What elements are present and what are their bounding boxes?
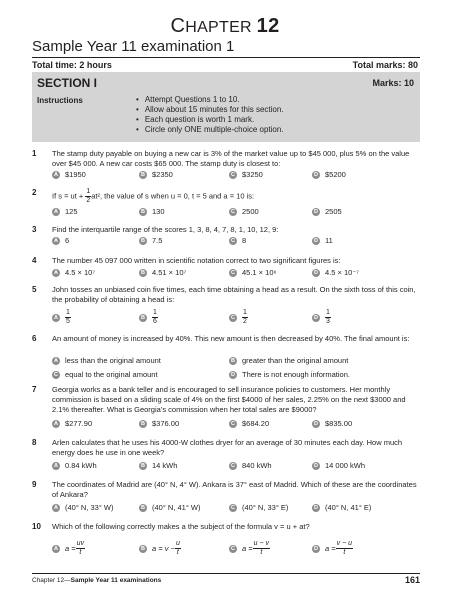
option-a[interactable]: A less than the original amount xyxy=(54,356,161,365)
option-letter-a: A xyxy=(52,171,60,179)
instruction-item: • Each question is worth 1 mark. xyxy=(136,115,284,125)
question-2 xyxy=(32,188,424,222)
question-text: The coordinates of Madrid are (40° N, 4° W). Ankara is 37° east of Madrid. Which of these are the coordinates of Ankara? xyxy=(52,480,417,499)
fraction: $\frac{1}{5}$ xyxy=(66,309,70,325)
option-d[interactable] xyxy=(312,309,331,326)
question-number: 9 xyxy=(32,480,37,489)
option-letter-a: A xyxy=(52,504,60,512)
instructions-list xyxy=(136,95,284,135)
option-letter-d: D xyxy=(312,269,320,277)
option-c[interactable]: C (40° N, 33° E) xyxy=(231,503,289,512)
chapter-heading xyxy=(0,15,450,38)
option-letter-a: A xyxy=(52,314,60,322)
section-title: SECTION I xyxy=(37,76,98,90)
option-a[interactable]: A a = $\frac{uv}{t}$ xyxy=(54,540,85,556)
question-6 xyxy=(32,334,424,378)
total-time: Total time: 2 hours xyxy=(32,60,112,70)
option-letter-c: C xyxy=(229,504,237,512)
option-c[interactable]: C 45.1 × 10⁶ xyxy=(231,268,277,277)
question-8 xyxy=(32,438,424,474)
option-letter-d: D xyxy=(312,208,320,216)
option-letter-d: D xyxy=(312,504,320,512)
instructions-label: Instructions xyxy=(37,96,83,105)
option-letter-a: A xyxy=(52,208,60,216)
option-d[interactable]: D 11 xyxy=(314,236,333,245)
option-b[interactable]: B $2350 xyxy=(141,170,173,179)
option-letter-a: A xyxy=(52,357,60,365)
question-10 xyxy=(32,522,424,566)
question-text: If s = ut + $\frac{1}{2}$ at², the value of s when u = 0, t = 5 and a = 10 is: xyxy=(52,188,255,204)
question-text: The stamp duty payable on buying a new car is 3% of the market value up to $45 000, plus 5% on the value over $45 000. A new car costs $65 000. The stamp duty is closest to: xyxy=(52,149,410,168)
question-number: 5 xyxy=(32,285,37,294)
footer-divider xyxy=(32,573,420,574)
question-number: 4 xyxy=(32,256,37,265)
option-d[interactable]: D 2505 xyxy=(314,207,342,216)
question-text: The number 45 097 000 written in scientific notation correct to two significant figures is: xyxy=(52,256,341,265)
question-text: Georgia works as a bank teller and is encouraged to sell insurance policies to customers. Her monthly commission is based on a sliding scale of 4% on the first $4000 of her sales, 2.25% on the next $3000 and 2.1% thereafter. What is Georgia’s commission when her total sales are $9000? xyxy=(52,385,406,414)
page-title: Sample Year 11 examination 1 xyxy=(32,38,235,55)
option-a[interactable] xyxy=(52,309,71,326)
option-d[interactable]: D $835.00 xyxy=(314,419,353,428)
fraction: $\frac{u - v}{t}$ xyxy=(253,540,270,556)
option-letter-d: D xyxy=(312,237,320,245)
option-c[interactable]: C a = $\frac{u - v}{t}$ xyxy=(231,540,270,556)
question-text: Find the interquartile range of the scores 1, 3, 8, 4, 7, 8, 1, 10, 12, 9: xyxy=(52,225,279,234)
option-letter-d: D xyxy=(312,314,320,322)
option-a[interactable]: A 4.5 × 10⁷ xyxy=(54,268,96,277)
option-letter-d: D xyxy=(312,545,320,553)
option-b[interactable]: B 14 kWh xyxy=(141,461,178,470)
option-letter-d: D xyxy=(312,171,320,179)
chapter-number: 12 xyxy=(256,15,280,37)
option-d[interactable]: D There is not enough information. xyxy=(231,370,350,379)
option-letter-b: B xyxy=(139,208,147,216)
option-letter-c: C xyxy=(229,462,237,470)
option-a[interactable]: A $1950 xyxy=(54,170,86,179)
option-a[interactable]: A 0.84 kWh xyxy=(54,461,97,470)
question-number: 1 xyxy=(32,149,37,158)
section-box xyxy=(32,72,420,142)
option-b[interactable]: B 7.5 xyxy=(141,236,163,245)
question-7 xyxy=(32,385,424,431)
option-c[interactable]: C $3250 xyxy=(231,170,263,179)
page-number: 161 xyxy=(404,575,420,585)
fraction: $\frac{uv}{t}$ xyxy=(76,540,85,556)
option-letter-a: A xyxy=(52,420,60,428)
option-letter-c: C xyxy=(229,420,237,428)
option-letter-b: B xyxy=(139,269,147,277)
option-letter-a: A xyxy=(52,545,60,553)
option-c[interactable]: C equal to the original amount xyxy=(54,370,158,379)
fraction: $\frac{1}{3}$ xyxy=(326,309,330,325)
question-number: 10 xyxy=(32,522,41,531)
question-text: An amount of money is increased by 40%. This new amount is then decreased by 40%. The final amount is: xyxy=(52,334,410,343)
option-letter-a: A xyxy=(52,269,60,277)
title-divider xyxy=(32,57,420,58)
option-letter-b: B xyxy=(139,237,147,245)
option-letter-c: C xyxy=(229,171,237,179)
option-letter-c: C xyxy=(229,545,237,553)
option-letter-a: A xyxy=(52,237,60,245)
total-marks: Total marks: 80 xyxy=(352,60,418,70)
question-text: Arlen calculates that he uses his 4000-W clothes dryer for an average of 30 minutes each day. How much energy does he use in one week? xyxy=(52,438,403,457)
option-letter-b: B xyxy=(139,504,147,512)
option-letter-d: D xyxy=(312,420,320,428)
option-letter-b: B xyxy=(139,545,147,553)
option-b[interactable]: B (40° N, 41° W) xyxy=(141,503,201,512)
option-letter-d: D xyxy=(229,371,237,379)
option-b[interactable]: B 4.51 × 10⁷ xyxy=(141,268,187,277)
question-text: John tosses an unbiased coin five times, each time obtaining a head as a result. On the sixth toss of this coin, the probability of obtaining a head is: xyxy=(52,285,416,304)
instruction-item: • Attempt Questions 1 to 10. xyxy=(136,95,284,105)
option-letter-b: B xyxy=(139,314,147,322)
option-letter-a: A xyxy=(52,462,60,470)
fraction: $\frac{1}{6}$ xyxy=(153,309,157,325)
fraction: $\frac{v - u}{t}$ xyxy=(336,540,353,556)
option-letter-d: D xyxy=(312,462,320,470)
chapter-word-initial: C xyxy=(170,15,186,37)
footer-running-title: Chapter 12—Sample Year 11 examinations xyxy=(32,577,162,584)
question-5 xyxy=(32,285,424,331)
option-a[interactable]: A (40° N, 33° W) xyxy=(54,503,114,512)
question-number: 2 xyxy=(32,188,37,197)
question-9 xyxy=(32,480,424,516)
option-c[interactable]: C $684.20 xyxy=(231,419,270,428)
option-a[interactable]: A 6 xyxy=(54,236,70,245)
option-c[interactable]: C 840 kWh xyxy=(231,461,272,470)
question-1 xyxy=(32,149,424,183)
option-letter-c: C xyxy=(52,371,60,379)
question-number: 3 xyxy=(32,225,37,234)
option-c[interactable]: C 8 xyxy=(231,236,247,245)
option-letter-b: B xyxy=(139,462,147,470)
option-b[interactable]: B $376.00 xyxy=(141,419,180,428)
option-letter-b: B xyxy=(229,357,237,365)
option-d[interactable]: D a = $\frac{v - u}{t}$ xyxy=(314,540,353,556)
question-3 xyxy=(32,225,424,249)
option-d[interactable]: D $5200 xyxy=(314,170,346,179)
fraction: $\frac{1}{2}$ xyxy=(243,309,247,325)
option-d[interactable]: D (40° N, 41° E) xyxy=(314,503,372,512)
option-a[interactable]: A 125 xyxy=(54,207,78,216)
question-4 xyxy=(32,256,424,280)
option-letter-c: C xyxy=(229,314,237,322)
question-number: 7 xyxy=(32,385,37,394)
option-c[interactable] xyxy=(229,309,248,326)
option-d[interactable]: D 4.5 × 10⁻⁷ xyxy=(314,268,359,277)
option-b[interactable]: B greater than the original amount xyxy=(231,356,349,365)
option-letter-c: C xyxy=(229,269,237,277)
option-b[interactable]: B 130 xyxy=(141,207,165,216)
section-marks: Marks: 10 xyxy=(372,78,414,88)
question-number: 8 xyxy=(32,438,37,447)
question-text: Which of the following correctly makes a the subject of the formula v = u + at? xyxy=(52,522,310,531)
instruction-item: • Allow about 15 minutes for this section. xyxy=(136,105,284,115)
question-number: 6 xyxy=(32,334,37,343)
option-b[interactable]: B a = v − $\frac{u}{t}$ xyxy=(141,540,180,556)
option-letter-c: C xyxy=(229,208,237,216)
option-letter-c: C xyxy=(229,237,237,245)
fraction: $\frac{u}{t}$ xyxy=(175,540,180,556)
option-d[interactable]: D 14 000 kWh xyxy=(314,461,366,470)
option-c[interactable]: C 2500 xyxy=(231,207,259,216)
instruction-item: • Circle only ONE multiple-choice option. xyxy=(136,125,284,135)
option-letter-b: B xyxy=(139,171,147,179)
option-a[interactable]: A $277.90 xyxy=(54,419,93,428)
chapter-word-rest: HAPTER xyxy=(185,19,252,36)
option-letter-b: B xyxy=(139,420,147,428)
option-b[interactable] xyxy=(139,309,158,326)
fraction: $\frac{1}{2}$ xyxy=(86,188,91,204)
